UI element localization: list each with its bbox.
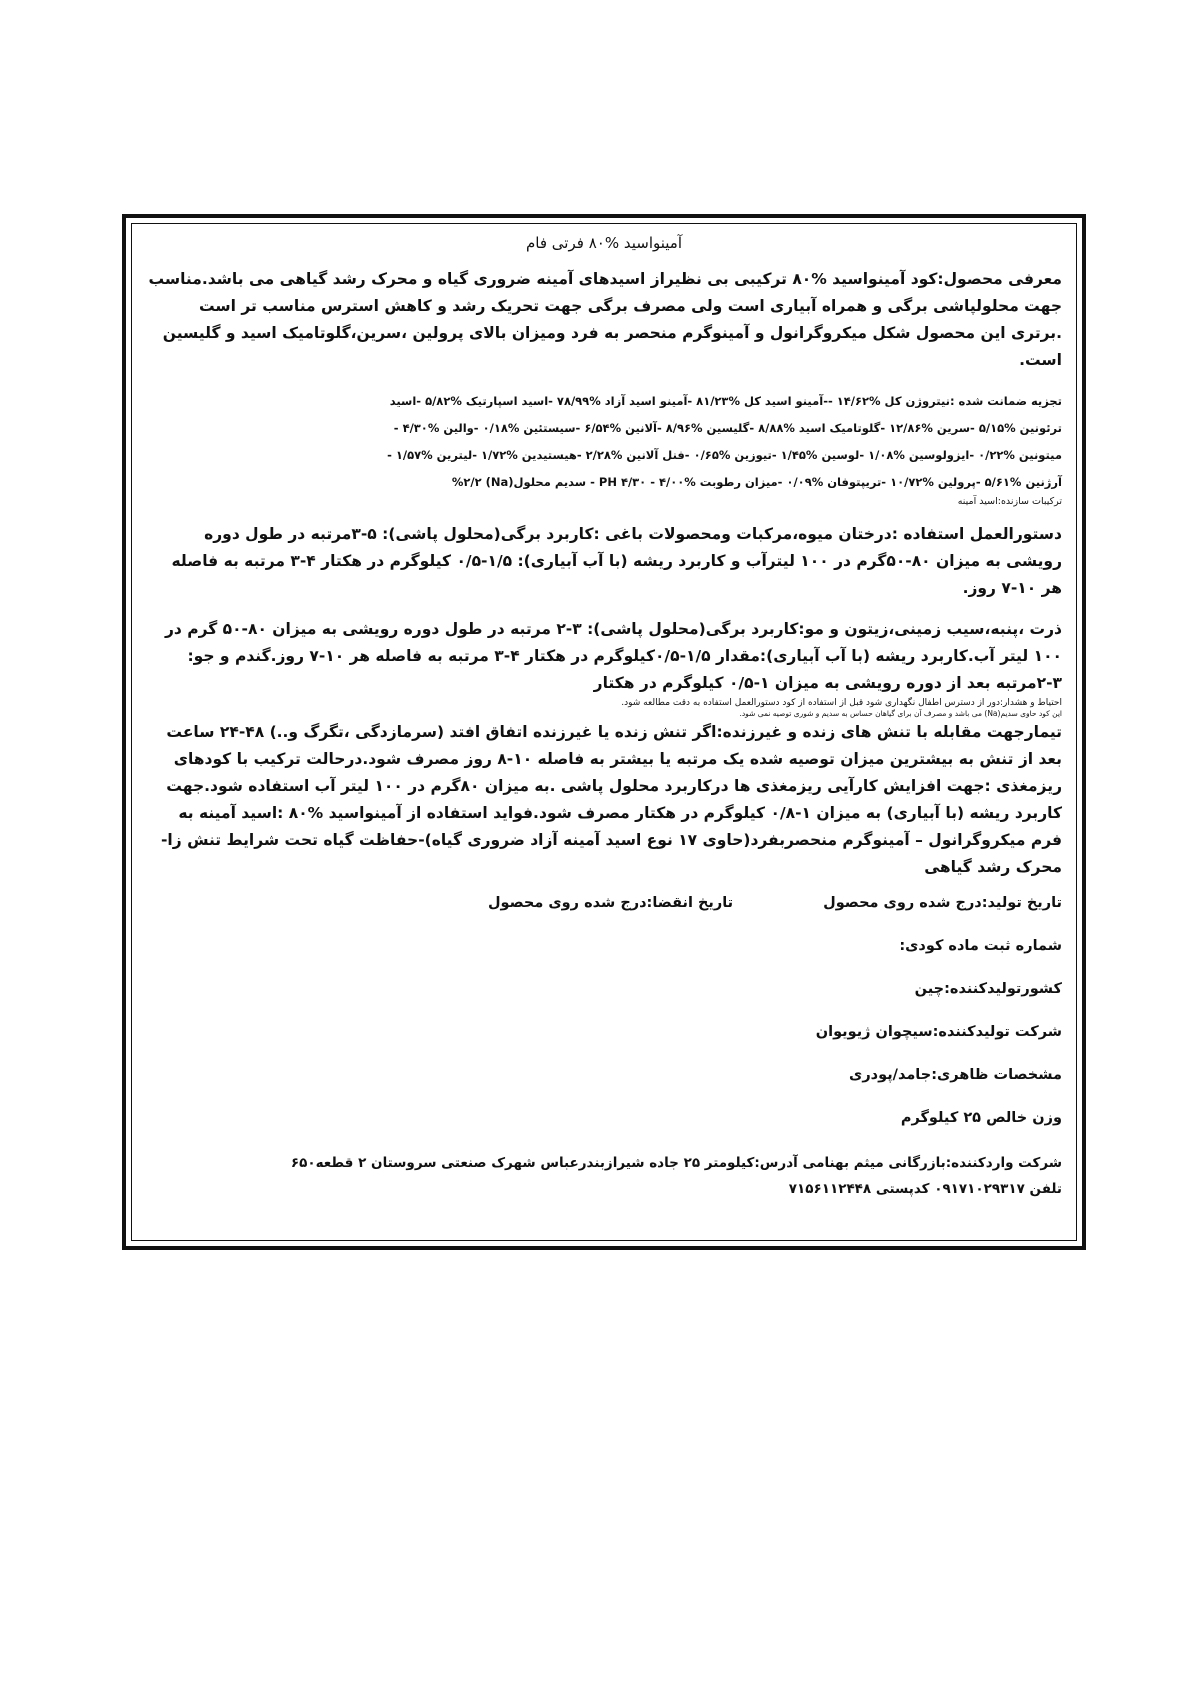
product-intro: معرفی محصول:کود آمینواسید %۸۰ ترکیبی بی نظیراز اسیدهای آمینه ضروری گیاه و محرک رشد گیاهی می باشد.مناسب جهت محلولپاشی برگی و همراه آبیاری است ولی مصرف برگی جهت تحریک رشد و کاهش استرس مناسب تر است .برتری این محصول شکل میکروگرانول و آمینوگرم منحصر به فرد ومیزان بالای پرولین ،سرین،گلوتامیک اسید و گلیسین است. (148, 270, 1062, 369)
manufacturer: شرکت تولیدکننده:سیچوان ژیویوان (815, 1024, 1062, 1040)
analysis-line-2: ترئونین %۵/۱۵ -سرین %۱۲/۸۶ -گلوتامیک اسید %۸/۸۸ -گلیسین %۸/۹۶ -آلانین %۶/۵۴ -سیستئین %۰/۱۸ -والین %۴/۳۰ - (393, 421, 1062, 435)
expiry-date: تاریخ انقضا:درج شده روی محصول (487, 895, 734, 911)
label-frame-inner (131, 223, 1077, 1241)
importer-address: شرکت واردکننده:بازرگانی میثم بهنامی آدرس:کیلومتر ۲۵ جاده شیرازبندرعباس شهرک صنعتی سروستان ۲ قطعه۶۵۰ (290, 1155, 1062, 1171)
analysis-block (146, 388, 1062, 507)
caution-sodium-text: این کود حاوی سدیم(Na) می باشد و مصرف آن برای گیاهان حساس به سدیم و شوری توصیه نمی شود. (739, 709, 1062, 718)
caution-text: احتیاط و هشدار:دور از دسترس اطفال نگهداری شود قبل از استفاده از کود دستورالعمل استفاده به دقت مطالعه شود. (621, 698, 1062, 708)
registration-number: شماره ثبت ماده کودی: (899, 938, 1062, 954)
net-weight: وزن خالص ۲۵ کیلوگرم (900, 1110, 1062, 1126)
importer-phone: تلفن ۰۹۱۷۱۰۲۹۳۱۷ کدپستی ۷۱۵۶۱۱۲۴۴۸ (788, 1181, 1062, 1197)
analysis-line-3: میتونین %۰/۲۲ -ایزولوسین %۱/۰۸ -لوسین %۱/۴۵ -تیوزین %۰/۶۵ -فنل آلانین %۲/۲۸ -هیستیدین %۱/۷۲ -لیترین %۱/۵۷ - (387, 448, 1062, 462)
production-date: تاریخ تولید:درج شده روی محصول (823, 895, 1062, 911)
stress-treatment: تیمارجهت مقابله با تنش های زنده و غیرزنده:اگر تنش زنده یا غیرزنده اتفاق افتد (سرمازدگی ،تگرگ و..) ۴۸-۲۴ ساعت بعد از تنش به بیشترین میزان توصیه شده یک مرتبه یا بیشتر به فاصله ۱۰-۸ روز مصرف شود.درحالت ترکیب با کودهای ریزمغذی :جهت افزایش کارآیی ریزمغذی ها درکاربرد محلول پاشی .به میزان ۸۰گرم در ۱۰۰ لیتر آب استفاده شود.جهت کاربرد ریشه (با آبیاری) به میزان ۱-۰/۸ کیلوگرم در هکتار مصرف شود.فواید استفاده از آمینواسید %۸۰ :اسید آمینه به فرم میکروگرانول – آمینوگرم منحصربفرد(حاوی ۱۷ نوع اسید آمینه آزاد ضروری گیاه)-حفاظت گیاه تحت شرایط تنش زا-محرک رشد گیاهی (161, 723, 1062, 876)
country-of-origin: کشورتولیدکننده:چین (914, 981, 1062, 997)
analysis-line-1: تجزیه ضمانت شده :نیتروژن کل %۱۴/۶۲ --آمینو اسید کل %۸۱/۲۳ -آمینو اسید آزاد %۷۸/۹۹ -اسید اسپارتیک %۵/۸۲ -اسید (389, 394, 1062, 408)
product-title: آمینواسید %۸۰ فرتی فام (526, 234, 682, 252)
composition-note: ترکیبات سازنده:اسید آمینه (957, 496, 1062, 507)
instructions-orchard: دستورالعمل استفاده :درختان میوه،مرکبات ومحصولات باغی :کاربرد برگی(محلول پاشی): ۵-۳مرتبه در طول دوره رویشی به میزان ۸۰-۵۰گرم در ۱۰۰ لیترآب و کاربرد ریشه (با آب آبیاری): ۱/۵-۰/۵ کیلوگرم در هکتار ۴-۳ مرتبه به فاصله هر ۱۰-۷ روز. (171, 525, 1062, 597)
importer-block (146, 1150, 1062, 1202)
analysis-line-4: آرژنین %۵/۶۱ -پرولین %۱۰/۷۲ -تریپتوفان %۰/۰۹ -میزان رطوبت %۴/۰۰ - PH ۴/۳۰ - سدیم محلول(Na) %۲/۲ (451, 475, 1062, 489)
label-frame-outer (122, 214, 1086, 1250)
appearance: مشخصات ظاهری:جامد/پودری (849, 1067, 1062, 1083)
dates-row (146, 895, 1062, 911)
instructions-field: ذرت ،پنبه،سیب زمینی،زیتون و مو:کاربرد برگی(محلول پاشی): ۳-۲ مرتبه در طول دوره رویشی به میزان ۸۰-۵۰ گرم در ۱۰۰ لیتر آب.کاربرد ریشه (با آب آبیاری):مقدار ۱/۵-۰/۵کیلوگرم در هکتار ۴-۳ مرتبه به فاصله هر ۱۰-۷ روز.گندم و جو: ۳-۲مرتبه بعد از دوره رویشی به میزان ۱-۰/۵ کیلوگرم در هکتار (164, 620, 1062, 692)
